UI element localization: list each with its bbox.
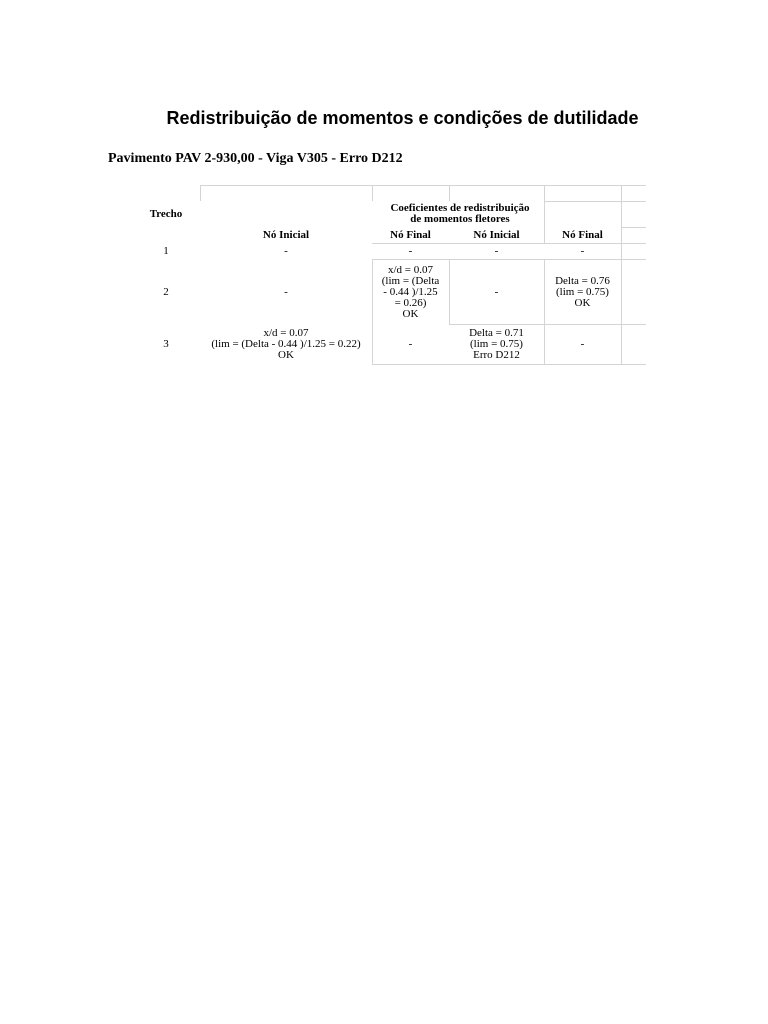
header-no-inicial: Nó Inicial (262, 229, 310, 241)
trecho-cell: 1 (163, 245, 169, 257)
table-cell: Delta = 0.76 (lim = 0.75) OK (555, 274, 610, 309)
header-trecho: Trecho (149, 207, 183, 220)
header-no-final: Nó Final (562, 229, 603, 241)
grid-line (200, 185, 201, 201)
trecho-cell: 3 (163, 338, 169, 350)
grid-line (200, 185, 646, 186)
redistribution-table (0, 0, 768, 400)
table-cell: - (580, 338, 585, 350)
trecho-cell: 2 (163, 285, 169, 298)
grid-line (621, 227, 646, 228)
document-subtitle: Pavimento PAV 2-930,00 - Viga V305 - Erro D212 (108, 151, 403, 166)
table-cell: - (494, 285, 499, 298)
table-cell: - (580, 245, 585, 257)
table-cell: - (408, 338, 413, 350)
header-no-final: Nó Final (390, 229, 431, 241)
document-title: Redistribuição de momentos e condições de dutilidade (166, 108, 639, 128)
header-coeficientes: Coeficientes de redistribuição de momentos fletores (390, 202, 530, 225)
grid-line (449, 185, 450, 201)
grid-line (372, 185, 373, 201)
table-cell: x/d = 0.07 (lim = (Delta - 0.44 )/1.25 = 0.26) OK (381, 263, 440, 320)
grid-line (372, 364, 646, 365)
table-cell: - (284, 285, 288, 298)
grid-line (621, 185, 622, 365)
table-cell: - (408, 245, 413, 257)
table-cell: Delta = 0.71 (lim = 0.75) Erro D212 (469, 327, 524, 361)
table-cell: - (494, 245, 499, 257)
table-cell: - (284, 245, 288, 257)
header-no-inicial: Nó Inicial (473, 229, 520, 241)
table-cell: x/d = 0.07 (lim = (Delta - 0.44 )/1.25 = 0.22) OK (211, 327, 361, 361)
